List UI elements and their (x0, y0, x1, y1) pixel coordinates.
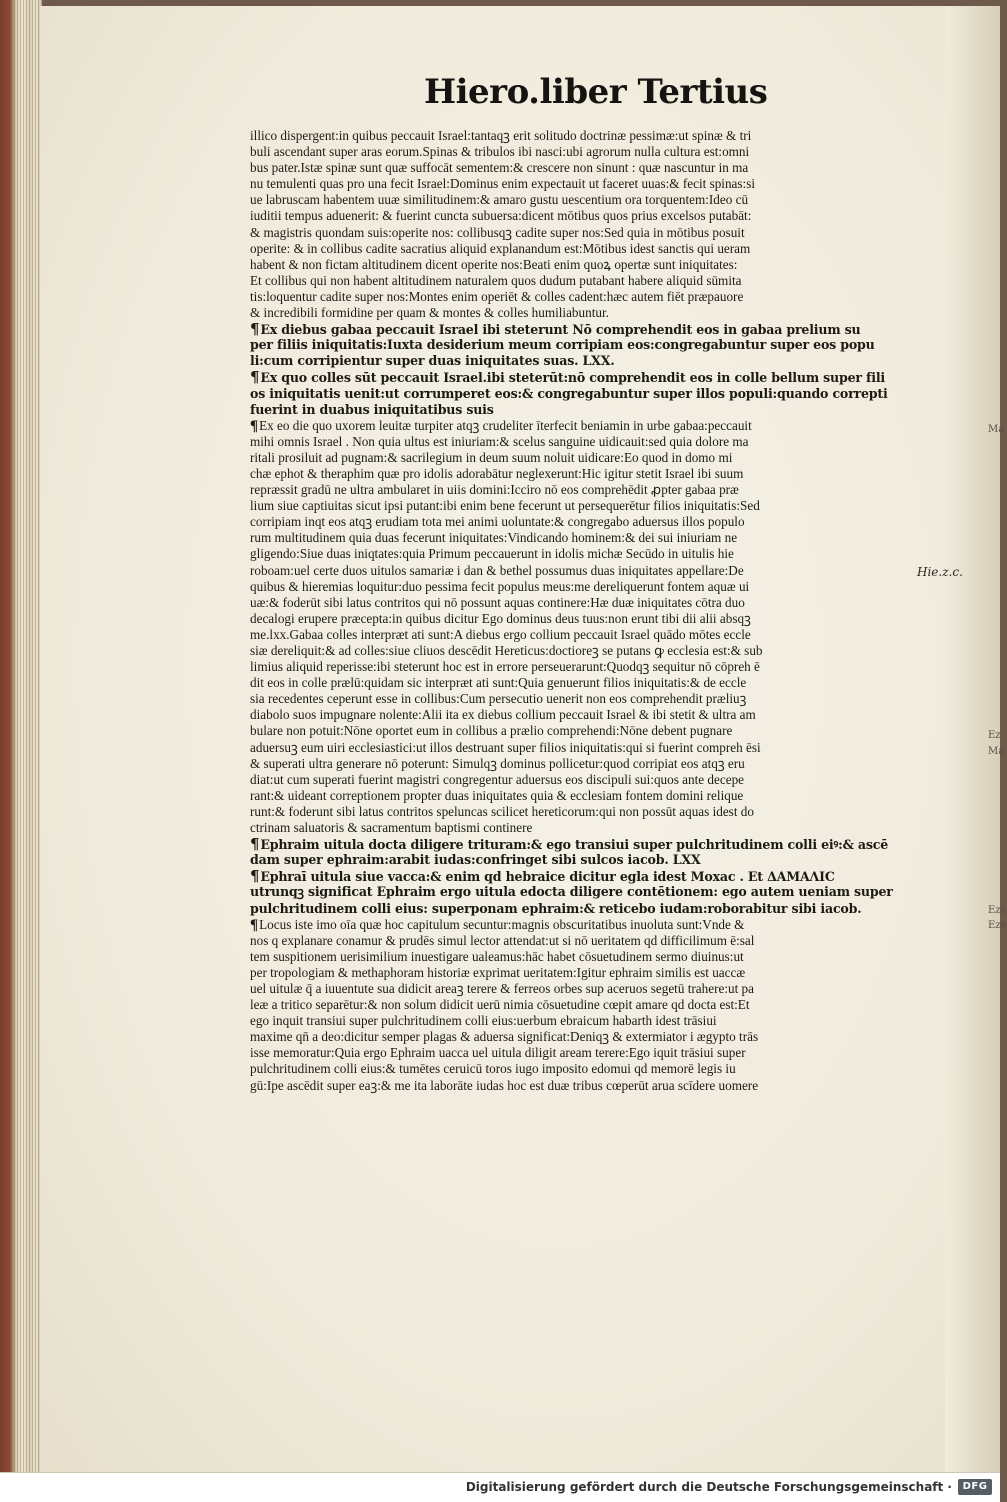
text-line-content: isse memoratur:Quia ergo Ephraim uacca uel uitula diligit aream terere:Ego iquit trāsiui super (250, 1045, 746, 1061)
text-line (250, 691, 910, 707)
text-line (250, 546, 910, 562)
text-line (250, 128, 910, 144)
text-line-content: pulchritudinem colli eius:& tumētes ceruicū toros iugo imposito edomui qd memorē legis iu (250, 1061, 736, 1077)
text-line (250, 627, 910, 643)
text-line (250, 176, 910, 192)
text-line-content: Ex diebus gabaa peccauit Israel ibi steterunt Nō comprehendit eos in gabaa prelium su (260, 322, 861, 338)
text-line (250, 530, 910, 546)
text-line-content: decalogi erupere præcepta:in quibus dicitur Ego dominus deus tuus:non erunt tibi dii alii absqꝫ (250, 610, 751, 626)
text-line (250, 1013, 910, 1029)
text-line (250, 241, 910, 257)
text-line (250, 321, 910, 337)
text-line (250, 852, 910, 868)
text-line-content: repræssit gradū ne ultra ambularet in uiis domini:Icciro nō eos comprehēdit ꝓpter gabaa præ (250, 482, 739, 498)
text-line (250, 949, 910, 965)
text-line-content: ritali prosiluit ad pugnam:& sacrilegium in deum suum noluit uidicare:Eo quod in domo mi (250, 449, 733, 465)
text-line (250, 868, 910, 884)
text-line-content: per filiis iniquitatis:Iuxta desiderium meum corripiam eos:congregabuntur super eos popu (250, 337, 875, 353)
text-line-content: utrunqꝫ significat Ephraim ergo uitula edocta diligere contētionem: ego autem ueniam super (250, 884, 893, 900)
text-line-content: diat:ut cum superati fuerint magistri congregentur aduersus eos discipuli sui:quos ante decepe (250, 771, 745, 787)
text-line-content: runt:& foderunt sibi latus contritos speluncas scilicet hereticorum:qui non possūt aquas idest do (250, 803, 754, 819)
text-line-content: Et collibus qui non habent altitudinem naturalem quos dudum putabant habere aliquid sūmita (250, 272, 742, 288)
text-line (250, 192, 910, 208)
text-line (250, 208, 910, 224)
text-line (250, 1045, 910, 1061)
text-line-content: diabolo suos impugnare nolente:Alii ita ex diebus collium peccauit Israel & ibi stetit & ultra am (250, 707, 756, 723)
text-line-content: sia recedentes ceperunt esse in collibus:Cum persecutio uenerit non eos comprehendit præliuꝫ (250, 691, 747, 707)
book-edge-left (0, 0, 42, 1501)
text-line (250, 418, 910, 434)
text-line-content: dit eos in colle prælū:quidam sic interpræt ati sunt:Quia genuerunt filios iniquitatis:& de eccle (250, 675, 747, 691)
text-line-content: chæ ephot & theraphim quæ pro idolis adorabātur neglexerunt:Hic igitur stetit Israel ibi suum (250, 465, 744, 481)
text-line-content: ctrinam saluatoris & sacramentum baptismi continere (250, 820, 533, 836)
text-line-content: me.lxx.Gabaa colles interpræt ati sunt:A diebus ergo collium peccauit Israel quādo mōtes eccle (250, 626, 751, 642)
text-line (250, 337, 910, 353)
text-line (250, 740, 910, 756)
footer-bar (0, 1472, 1000, 1502)
text-line (250, 1029, 910, 1045)
text-line (250, 273, 910, 289)
edge-fragment: Ma (988, 746, 1005, 757)
pilcrow-icon: ¶ (250, 368, 260, 387)
text-line-content: iuditii tempus aduenerit: & fuerint cuncta subuersa:dicent mōtibus quos prius excelsos putabāt: (250, 208, 752, 224)
text-line (250, 756, 910, 772)
text-line (250, 482, 910, 498)
running-header: Hiero.liber Tertius (424, 72, 768, 112)
text-line (250, 369, 910, 385)
text-line (250, 997, 910, 1013)
footer-credit: Digitalisierung gefördert durch die Deutsche Forschungsgemeinschaft · (465, 1480, 952, 1494)
text-line (250, 450, 910, 466)
text-line-content: Locus iste imo oīa quæ hoc capitulum secuntur:magnis obscuritatibus inuoluta sunt:Vnde & (259, 916, 745, 932)
text-line (250, 836, 910, 852)
text-line (250, 820, 910, 836)
text-line-content: bulare non potuit:Nōne oportet eum in collibus a prælio comprehendi:Nōne debent pugnare (250, 723, 733, 739)
pilcrow-icon: ¶ (250, 867, 260, 886)
text-line (250, 498, 910, 514)
text-line-content: nu temulenti quas pro una fecit Israel:Dominus enim expectauit ut faceret uuas:& fecit spinas:si (250, 176, 756, 192)
text-line (250, 723, 910, 739)
text-line-content: quibus & hieremias loquitur:duo pessima fecit populus meus:me dereliquerunt fontem aquæ ui (250, 578, 750, 594)
text-line-content: tis:loquentur cadite super nos:Montes enim operiēt & colles cadent:hæc autem fiēt præpauore (250, 288, 744, 304)
text-line (250, 514, 910, 530)
text-line-content: siæ dereliquit:& ad colles:siue cliuos descēdit Hereticus:doctioreꝫ se putans ꝙ ecclesia est:& sub (250, 643, 763, 658)
text-line (250, 144, 910, 160)
text-line-content: dam super ephraim:arabit iudas:confringet sibi sulcos iacob. LXX (250, 852, 701, 868)
text-line-content: nos q explanare conamur & prudēs simul lector attendat:ut si nō ueritatem qd difficilimum ē:sal (250, 932, 755, 948)
margin-note: Hie.z.c. (917, 565, 963, 579)
text-line-content: pulchritudinem colli eius: superponam ephraim:& reticebo iudam:roborabitur sibi iacob. (250, 900, 862, 916)
text-line-content: rum multitudinem quia duas fecerunt iniquitates:Vindicando hominem:& dei sui iniuriam ne (250, 530, 738, 546)
text-line-content: Ex eo die quo uxorem leuitæ turpiter atqꝫ crudeliter īterfecit beniamin in urbe gabaa:peccauit (259, 417, 752, 433)
text-line-content: tem suspitionem uerisimilium inuestigare ualeamus:hāc habet cōsuetudinem sermo diuinus:ut (250, 948, 744, 964)
edge-fragment: Ez (988, 730, 1001, 741)
text-line-content: uel uitulæ q̄ a iuuentute sua didicit areaꝫ terere & ferreos orbes sup aceruos segetū trahere:ut pa (250, 980, 755, 996)
text-line-content: rant:& uideant correptionem propter duas iniquitates quia & ecclesiam fontem domini relique (250, 787, 744, 803)
text-line (250, 257, 910, 273)
text-line (250, 434, 910, 450)
text-line-content: bus pater.Istæ spinæ sunt quæ suffocāt sementem:& crescere non sinunt : quæ nascuntur in ma (250, 160, 749, 176)
text-line-content: ue labruscam habentem uuæ similitudinem:& amaro gustu uescentium ora torquentem:Ideo cū (250, 192, 749, 208)
text-line-content: maxime qn̄ a deo:dicitur semper plagas & aduersa significat:Deniqꝫ & extermiator i ægypto trās (250, 1029, 759, 1045)
text-line (250, 643, 910, 659)
text-line (250, 707, 910, 723)
text-line (250, 611, 910, 627)
text-line (250, 901, 910, 917)
text-line (250, 579, 910, 595)
text-line-content: li:cum corripientur super duas iniquitates suas. LXX. (250, 353, 615, 369)
text-line (250, 289, 910, 305)
text-line (250, 772, 910, 788)
main-text-column (250, 128, 910, 1094)
pilcrow-icon: ¶ (250, 916, 259, 933)
text-line (250, 981, 910, 997)
text-line (250, 160, 910, 176)
text-line (250, 402, 910, 418)
dfg-logo: DFG (958, 1479, 992, 1495)
text-line (250, 595, 910, 611)
text-line-content: aduersuꝫ eum uiri ecclesiastici:ut illos destruant super filios iniquitatis:qui si fuerint compreh ēsi (250, 739, 761, 755)
text-line-content: ego inquit transiui super pulchritudinem colli eius:uerbum ebraicum habarth idest trāsiui (250, 1013, 717, 1029)
text-line-content: gū:Ipe ascēdit super eaꝫ:& me ita laborāte iudas hoc est duæ tribus cœperūt arua scīdere uomere (250, 1077, 759, 1093)
text-line-content: per tropologiam & methaphoram historiæ exprimat ueritatem:Igitur ephraim similis est uaccæ (250, 964, 746, 980)
text-line (250, 1078, 910, 1094)
text-line (250, 353, 910, 369)
text-line (250, 675, 910, 691)
text-line-content: roboam:uel certe duos uitulos samariæ i dan & bethel possumus duas iniquitates appellare:De (250, 562, 744, 578)
text-line-content: corripiam inqt eos atqꝫ erudiam tota mei animi uoluntate:& congregabo aduersus illos populo (250, 514, 745, 530)
text-line-content: Ephraim uitula docta diligere trituram:& ego transiui super pulchritudinem colli eiꝰ:& ascē (260, 837, 889, 853)
text-line-content: uæ:& foderūt sibi latus contritos qui nō possunt aquas continere:Hæ duæ iniquitates cōtra duo (250, 594, 745, 610)
pilcrow-icon: ¶ (250, 320, 260, 339)
edge-fragment: Eze (988, 905, 1007, 916)
text-line-content: & superati ultra generare nō poterunt: Simulqꝫ dominus pollicetur:quod corripiat eos atqꝫ eru (250, 755, 745, 771)
text-line (250, 305, 910, 321)
edge-fragment: Eze (988, 920, 1007, 931)
text-line-content: buli ascendant super aras eorum.Spinas & tribulos ibi nasci:ubi agrorum nulla cultura est:omni (250, 144, 750, 160)
text-line-content: illico dispergent:in quibus peccauit Israel:tantaqꝫ erit solitudo doctrinæ pessimæ:ut spinæ & tri (250, 128, 752, 143)
text-line (250, 386, 910, 402)
text-line (250, 804, 910, 820)
text-line-content: fuerint in duabus iniquitatibus suis (250, 401, 494, 417)
text-line (250, 788, 910, 804)
text-line (250, 1061, 910, 1077)
text-line (250, 225, 910, 241)
text-line (250, 466, 910, 482)
edge-fragment: Ma (988, 424, 1005, 435)
text-line-content: mihi omnis Israel . Non quia ultus est iniuriam:& scelus sanguine uidicauit:sed quia dolore ma (250, 433, 749, 449)
text-line-content: Ex quo colles sūt peccauit Israel.ibi steterūt:nō comprehendit eos in colle bellum super fili (260, 370, 885, 386)
text-line-content: Ephraī uitula siue vacca:& enim qd hebraice dicitur egla idest Moxac . Et ΔΑΜΑΛΙC (260, 869, 835, 885)
text-line-content: & magistris quondam suis:operite nos: collibusqꝫ cadite super nos:Sed quia in mōtibus posuit (250, 224, 745, 240)
text-line-content: leæ a tritico separētur:& non solum didicit uerū nimia cōsuetudine cœpit amare qd docta est:Et (250, 997, 750, 1013)
pilcrow-icon: ¶ (250, 835, 260, 854)
text-line-content: os iniquitatis uenit:ut corrumperet eos:& congregabuntur super illos populi:quando correpti (250, 385, 888, 401)
text-line-content: habent & non fictam altitudinem dicent operite nos:Beati enim quoꝝ opertæ sunt iniquitates: (250, 256, 738, 272)
text-line-content: limius aliquid reperisse:ibi steterunt hoc est in errore perseuerarunt:Quodqꝫ sequitur nō cōpreh ē (250, 659, 760, 675)
text-line-content: operite: & in collibus cadite sacratius aliquid explanandum est:Mōtibus idest sanctis qui ueram (250, 240, 751, 256)
text-line (250, 563, 910, 579)
text-line (250, 965, 910, 981)
text-line (250, 933, 910, 949)
text-line-content: lium siue captiuitas sicut ipsi putant:ibi enim bene fecerunt ut persequerētur filios iniquitatis:Sed (250, 498, 760, 514)
pilcrow-icon: ¶ (250, 417, 259, 434)
text-line-content: gligendo:Siue duas iniqtates:quia Primum peccauerunt in idolis michæ Secūdo in uitulis hie (250, 546, 734, 562)
text-line (250, 917, 910, 933)
text-line (250, 659, 910, 675)
text-line-content: & incredibili formidine per quam & montes & colles humiliabuntur. (250, 305, 609, 321)
text-line (250, 884, 910, 900)
